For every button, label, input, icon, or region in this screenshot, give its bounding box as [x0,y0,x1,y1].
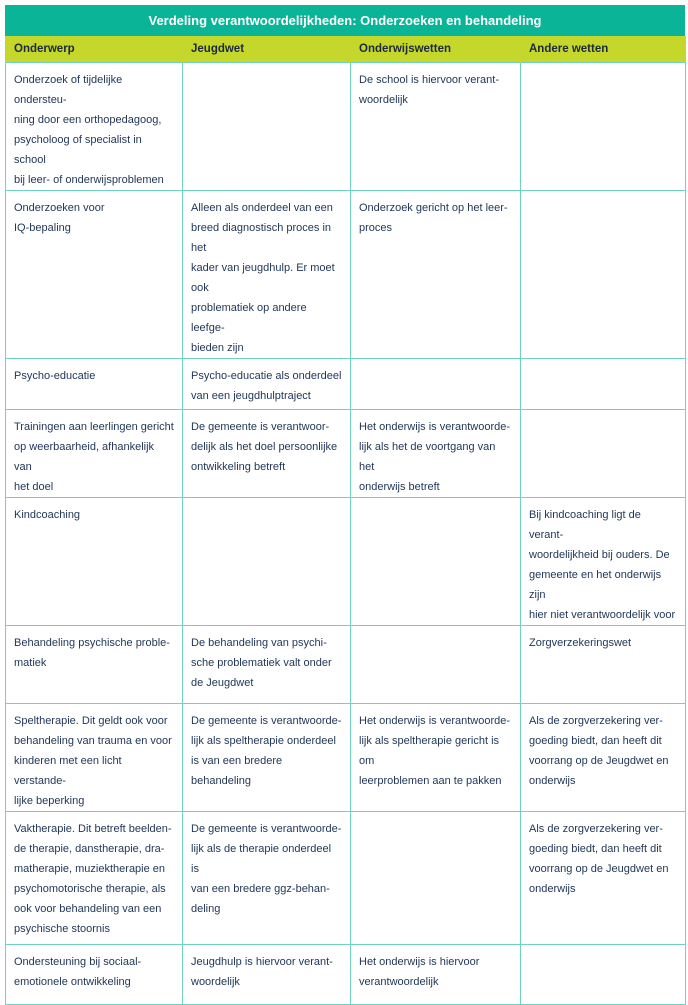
table-row [6,704,686,812]
cell-andere-wetten: Bij kindcoaching ligt de verant- woordelijkheid bij ouders. De gemeente en het onderwijs zijn hier niet verantwoordelijk voor [521,498,686,626]
cell-onderwerp: Onderzoeken voor IQ-bepaling [6,191,183,359]
table-row [6,626,686,704]
cell-onderwerp: Kindcoaching [6,498,183,626]
cell-andere-wetten [521,359,686,410]
table-row [6,63,686,191]
cell-jeugdwet: De behandeling van psychi- sche problematiek valt onder de Jeugdwet [183,626,351,704]
cell-andere-wetten [521,410,686,498]
header-onderwerp: Onderwerp [6,36,183,63]
cell-jeugdwet [183,63,351,191]
cell-onderwijswetten [351,626,521,704]
cell-jeugdwet: De gemeente is verantwoorde- lijk als speltherapie onderdeel is van een bredere behandeling [183,704,351,812]
cell-onderwerp: Speltherapie. Dit geldt ook voor behandeling van trauma en voor kinderen met een licht verstande- lijke beperking [6,704,183,812]
cell-onderwerp: Trainingen aan leerlingen gericht op weerbaarheid, afhankelijk van het doel [6,410,183,498]
cell-onderwijswetten: Het onderwijs is hiervoor verantwoordelijk [351,945,521,1005]
header-row [6,36,686,63]
cell-jeugdwet: Jeugdhulp is hiervoor verant- woordelijk [183,945,351,1005]
table-row [6,410,686,498]
cell-onderwijswetten: Onderzoek gericht op het leer- proces [351,191,521,359]
cell-onderwerp: Onderzoek of tijdelijke ondersteu- ning door een orthopedagoog, psycholoog of specialist in school bij leer- of onderwijsproblemen [6,63,183,191]
cell-andere-wetten [521,945,686,1005]
header-jeugdwet: Jeugdwet [183,36,351,63]
cell-jeugdwet [183,498,351,626]
table-title: Verdeling verantwoordelijkheden: Onderzoeken en behandeling [5,5,685,36]
responsibilities-table-container [5,5,685,1005]
cell-onderwerp: Vaktherapie. Dit betreft beelden- de therapie, danstherapie, dra- matherapie, muziektherapie en psychomotorische therapie, als ook voor behandeling van een psychische stoornis [6,812,183,945]
table-row [6,812,686,945]
responsibilities-table [5,36,686,1005]
cell-onderwerp: Ondersteuning bij sociaal- emotionele ontwikkeling [6,945,183,1005]
cell-onderwijswetten [351,498,521,626]
cell-andere-wetten: Zorgverzekeringswet [521,626,686,704]
cell-onderwijswetten [351,812,521,945]
cell-onderwijswetten [351,359,521,410]
cell-onderwijswetten: Het onderwijs is verantwoorde- lijk als het de voortgang van het onderwijs betreft [351,410,521,498]
table-row [6,498,686,626]
cell-onderwerp: Psycho-educatie [6,359,183,410]
cell-andere-wetten [521,63,686,191]
header-onderwijswetten: Onderwijswetten [351,36,521,63]
cell-andere-wetten: Als de zorgverzekering ver- goeding biedt, dan heeft dit voorrang op de Jeugdwet en onderwijs [521,812,686,945]
table-row [6,359,686,410]
cell-andere-wetten [521,191,686,359]
cell-onderwerp: Behandeling psychische proble- matiek [6,626,183,704]
cell-jeugdwet: Alleen als onderdeel van een breed diagnostisch proces in het kader van jeugdhulp. Er moet ook problematiek op andere leefge- bieden zijn [183,191,351,359]
table-row [6,945,686,1005]
table-row [6,191,686,359]
cell-jeugdwet: Psycho-educatie als onderdeel van een jeugdhulptraject [183,359,351,410]
cell-onderwijswetten: Het onderwijs is verantwoorde- lijk als speltherapie gericht is om leerproblemen aan te pakken [351,704,521,812]
cell-jeugdwet: De gemeente is verantwoorde- lijk als de therapie onderdeel is van een bredere ggz-behan- deling [183,812,351,945]
cell-onderwijswetten: De school is hiervoor verant- woordelijk [351,63,521,191]
cell-jeugdwet: De gemeente is verantwoor- delijk als het doel persoonlijke ontwikkeling betreft [183,410,351,498]
header-andere-wetten: Andere wetten [521,36,686,63]
cell-andere-wetten: Als de zorgverzekering ver- goeding biedt, dan heeft dit voorrang op de Jeugdwet en onderwijs [521,704,686,812]
